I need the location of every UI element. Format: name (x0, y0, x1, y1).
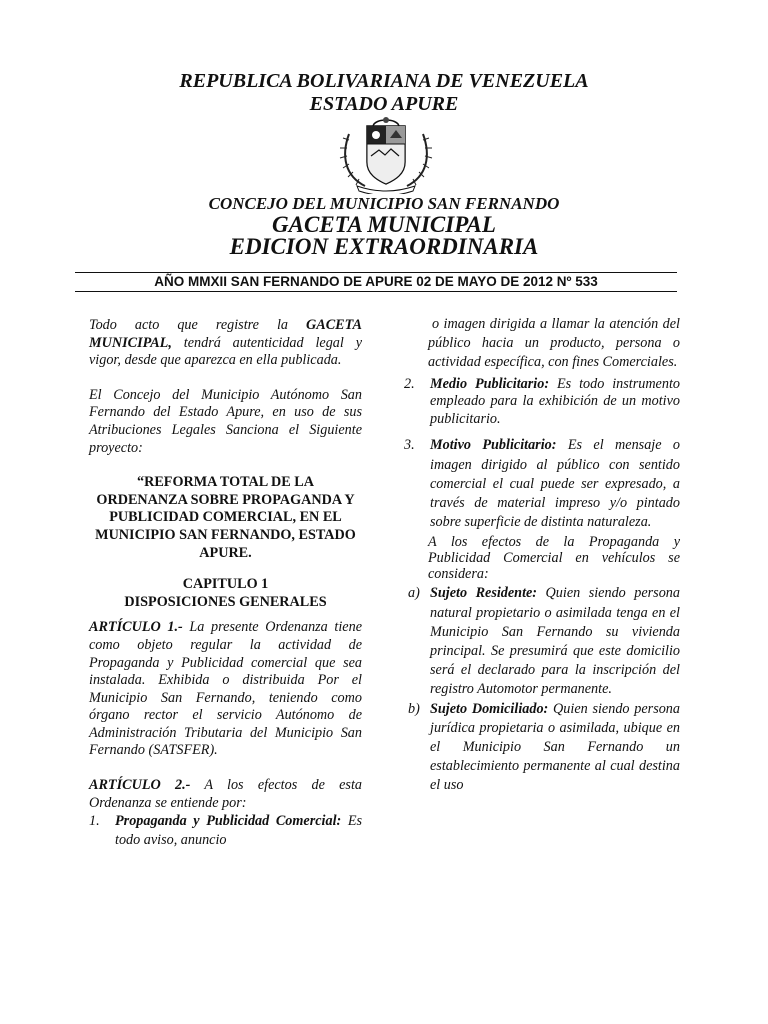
state-title: ESTADO APURE (309, 93, 459, 115)
list-marker: 1. (89, 813, 100, 830)
gazette-title: GACETA MUNICIPAL (272, 212, 496, 237)
definition-b: b) Sujeto Domiciliado: Quien siendo persona jurídica propietaria o asimilada, ubique en el Municipio San Fernando un establecimiento permanente al cual destina el uso (408, 700, 680, 794)
intro-paragraph: Todo acto que registre la GACETA MUNICIPAL, tendrá autenticidad legal y vigor, desde que aparezca en ella publicada. (89, 317, 362, 369)
chapter-number: CAPITULO 1 (182, 576, 269, 593)
definition-term: Sujeto Residente: (430, 585, 538, 602)
list-marker: 3. (404, 437, 415, 454)
definition-term: Sujeto Domiciliado: (430, 700, 549, 717)
definition-3: 3. Motivo Publicitario: Es el mensaje o imagen dirigido al público con sentido comercial el cual puede ser expresado, a través de material impreso y/o pintado sobre superficie de distinta naturaleza. (404, 437, 681, 531)
preamble-paragraph: El Concejo del Municipio Autónomo San Fernando del Estado Apure, en uso de sus Atribuciones Legales Sanciona el Siguiente proyecto: (89, 386, 362, 456)
list-marker: b) (408, 700, 420, 717)
definition-term: Motivo Publicitario: (430, 437, 557, 454)
ordinance-title: “REFORMA TOTAL DE LA ORDENANZA SOBRE PROPAGANDA Y PUBLICIDAD COMERCIAL, EN EL MUNICIPIO SAN FERNANDO, ESTADO APURE. (95, 474, 356, 561)
edition-title: EDICION EXTRAORDINARIA (229, 234, 539, 259)
article-2: ARTÍCULO 2.- A los efectos de esta Ordenanza se entiende por: (89, 777, 362, 811)
coat-of-arms-icon (335, 116, 437, 194)
country-title: REPUBLICA BOLIVARIANA DE VENEZUELA (179, 70, 589, 92)
definition-2: 2. Medio Publicitario: Es todo instrumento empleado para la exhibición de un motivo publicitario. (404, 375, 680, 427)
article-1-label: ARTÍCULO 1.- (89, 619, 183, 636)
gazette-name: GACETA MUNICIPAL, (89, 317, 362, 351)
issue-line: AÑO MMXII SAN FERNANDO DE APURE 02 DE MAYO DE 2012 Nº 533 (154, 274, 598, 289)
article-1: ARTÍCULO 1.- La presente Ordenanza tiene como objeto regular la actividad de Propaganda y Publicidad comercial que sea instalada. Exhibida o distribuida Por el Municipio San Fernando, teniendo como órgano rector el servicio Autónomo de Administración Tributaria del Municipio San Fernando (SATSFER). (89, 619, 362, 759)
bottom-rule (75, 291, 677, 292)
list-marker: a) (408, 585, 420, 602)
definition-1: 1. Propaganda y Publicidad Comercial: Es todo aviso, anuncio (89, 813, 362, 849)
right-column (404, 315, 680, 796)
definition-term: Medio Publicitario: (430, 375, 550, 392)
definition-a: a) Sujeto Residente: Quien siendo persona natural propietario o asimilada tenga en el Municipio San Fernando su vivienda principal. Se presumirá que este domicilio será el declarado para la inscripción del registro Automotor permanente. (408, 585, 680, 698)
left-column (89, 317, 362, 851)
list-marker: 2. (404, 375, 415, 392)
definition-term: Propaganda y Publicidad Comercial: (115, 813, 342, 830)
article-2-label: ARTÍCULO 2.- (89, 777, 191, 794)
chapter-title: DISPOSICIONES GENERALES (124, 593, 327, 610)
council-title: CONCEJO DEL MUNICIPIO SAN FERNANDO (208, 194, 560, 213)
definition-1-continued: o imagen dirigida a llamar la atención del público hacia un producto, persona o actividad específica, con fines Comerciales. (428, 316, 680, 371)
vehicles-paragraph: A los efectos de la Propaganda y Publicidad Comercial en vehículos se considera: (428, 534, 680, 583)
